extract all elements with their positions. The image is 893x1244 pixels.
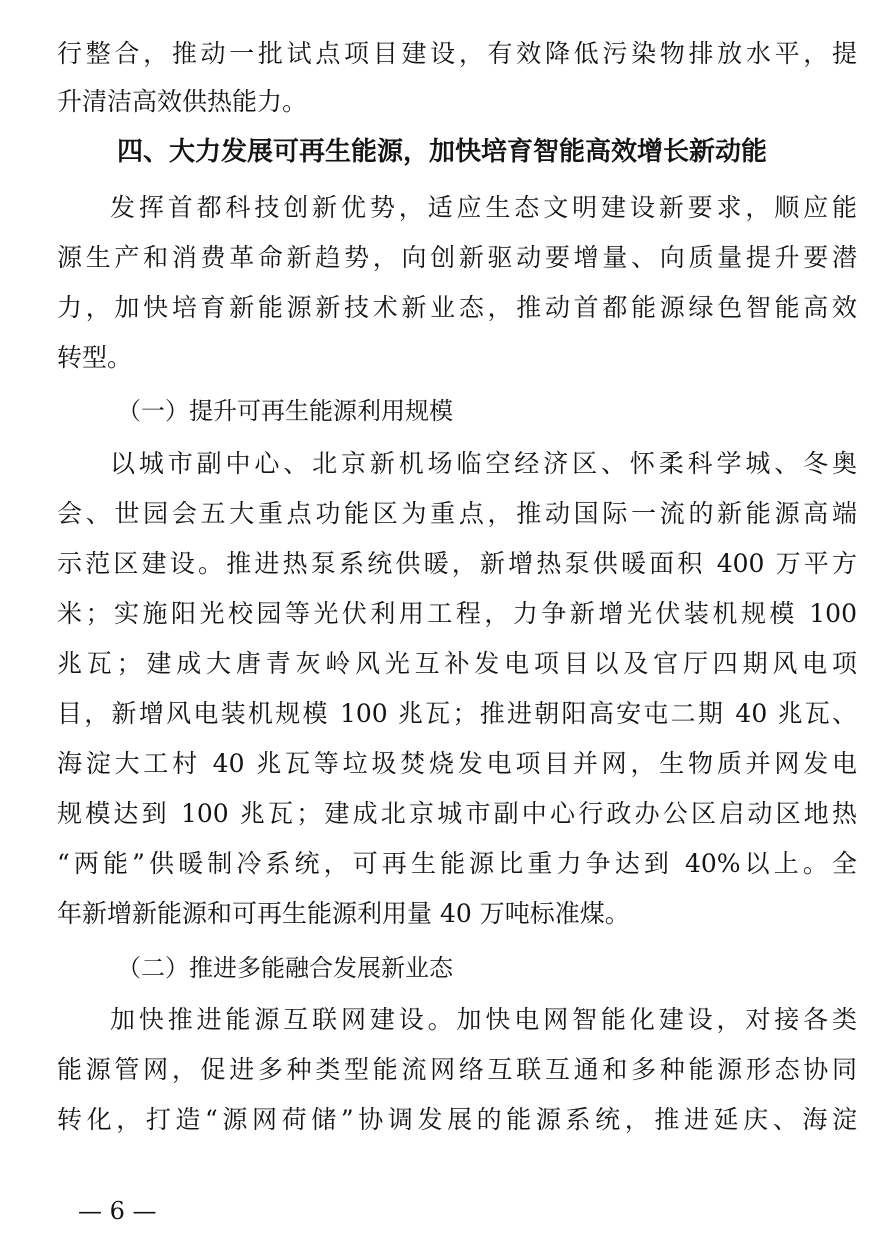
section-heading: 四、大力发展可再生能源，加快培育智能高效增长新动能 — [117, 137, 768, 167]
body-text-line: 兆瓦；建成大唐青灰岭风光互补发电项目以及官厅四期风电项 — [57, 649, 857, 678]
body-text-line: 目，新增风电装机规模 100 兆瓦；推进朝阳高安屯二期 40 兆瓦、 — [57, 699, 857, 728]
body-text-line: 行整合，推动一批试点项目建设，有效降低污染物排放水平，提 — [57, 39, 857, 68]
body-text-line: 年新增新能源和可再生能源利用量 40 万吨标准煤。 — [57, 899, 630, 928]
subsection-heading: （一）提升可再生能源利用规模 — [117, 397, 453, 425]
body-text-line: 转化，打造“源网荷储”协调发展的能源系统，推进延庆、海淀 — [57, 1105, 857, 1134]
body-text-line: 力，加快培育新能源新技术新业态，推动首都能源绿色智能高效 — [57, 293, 857, 322]
body-text-line: 以城市副中心、北京新机场临空经济区、怀柔科学城、冬奥 — [110, 449, 857, 478]
body-text-line: 海淀大工村 40 兆瓦等垃圾焚烧发电项目并网，生物质并网发电 — [57, 749, 857, 778]
body-text-line: 会、世园会五大重点功能区为重点，推动国际一流的新能源高端 — [57, 499, 857, 528]
body-text-line: 加快推进能源互联网建设。加快电网智能化建设，对接各类 — [110, 1005, 857, 1034]
subsection-heading: （二）推进多能融合发展新业态 — [117, 954, 453, 982]
body-text-line: 规模达到 100 兆瓦；建成北京城市副中心行政办公区启动区地热 — [57, 799, 857, 828]
body-text-line: 能源管网，促进多种类型能流网络互联互通和多种能源形态协同 — [57, 1055, 857, 1084]
body-text-line: 转型。 — [57, 343, 133, 372]
body-text-line: 升清洁高效供热能力。 — [57, 87, 308, 116]
body-text-line: 源生产和消费革命新趋势，向创新驱动要增量、向质量提升要潜 — [57, 243, 857, 272]
body-text-line: 米；实施阳光校园等光伏利用工程，力争新增光伏装机规模 100 — [57, 599, 857, 628]
body-text-line: 示范区建设。推进热泵系统供暖，新增热泵供暖面积 400 万平方 — [57, 549, 857, 578]
page-number: — 6 — — [78, 1197, 157, 1225]
body-text-line: 发挥首都科技创新优势，适应生态文明建设新要求，顺应能 — [110, 193, 857, 222]
body-text-line: “两能”供暖制冷系统，可再生能源比重力争达到 40%以上。全 — [57, 849, 857, 878]
